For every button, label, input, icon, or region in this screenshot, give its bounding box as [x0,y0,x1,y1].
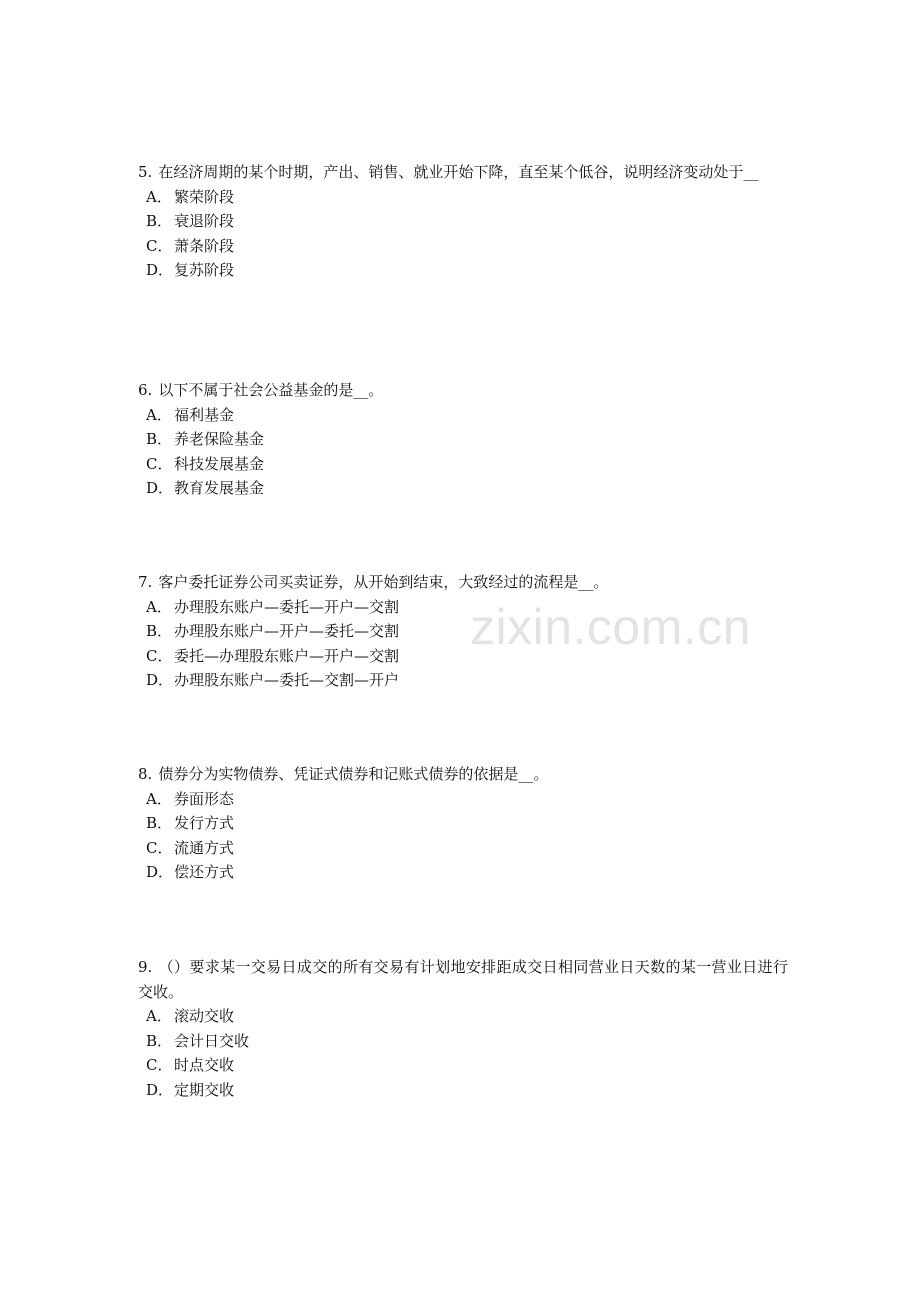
question-5 [138,160,788,283]
question-number: 8. [138,765,153,783]
question-6 [138,378,788,501]
question-text: 以下不属于社会公益基金的是__。 [158,381,384,399]
question-text: 客户委托证券公司买卖证券，从开始到结束，大致经过的流程是__。 [158,573,609,591]
question-stem [138,762,788,787]
option-a: A． 券面形态 [146,789,235,808]
question-number: 7. [138,573,153,591]
question-text: （）要求某一交易日成交的所有交易有计划地安排距成交日相同营业日天数的某一营业日进行交收。 [138,958,788,1001]
option-a: A． 办理股东账户—委托—开户—交割 [146,597,400,616]
option-b: B． 养老保险基金 [146,430,265,448]
watermark: zixin.com.cn [470,599,752,655]
option-b: B． 会计日交收 [146,1031,250,1050]
question-number: 9. [138,958,153,976]
option-c: C． 时点交收 [146,1056,235,1074]
option-a: A． 繁荣阶段 [146,187,235,206]
question-8 [138,762,788,885]
option-c: C． 萧条阶段 [146,236,235,255]
option-d: D．偿还方式 [146,863,235,881]
option-a: A． 滚动交收 [146,1007,235,1025]
question-7 [138,570,788,693]
option-d: D．教育发展基金 [146,479,265,497]
option-b: B． 衰退阶段 [146,212,235,230]
question-number: 5. [138,163,153,181]
option-d: D．定期交收 [146,1080,235,1099]
question-stem [138,955,788,1004]
option-d: D．复苏阶段 [146,261,235,279]
option-b: B． 发行方式 [146,814,235,832]
question-number: 6. [138,381,153,399]
option-c: C． 流通方式 [146,838,235,857]
option-d: D．办理股东账户—委托—交割—开户 [146,671,400,689]
question-text: 在经济周期的某个时期，产出、销售、就业开始下降，直至某个低谷，说明经济变动处于__ [158,163,759,181]
question-9 [138,955,788,1102]
option-b: B． 办理股东账户—开户—委托—交割 [146,622,400,640]
question-stem [138,378,788,403]
option-c: C． 科技发展基金 [146,454,265,473]
question-stem [138,570,788,595]
question-stem [138,160,788,185]
question-text: 债券分为实物债券、凭证式债券和记账式债券的依据是__。 [158,765,549,783]
option-c: C． 委托—办理股东账户—开户—交割 [146,646,400,665]
option-a: A． 福利基金 [146,405,235,424]
